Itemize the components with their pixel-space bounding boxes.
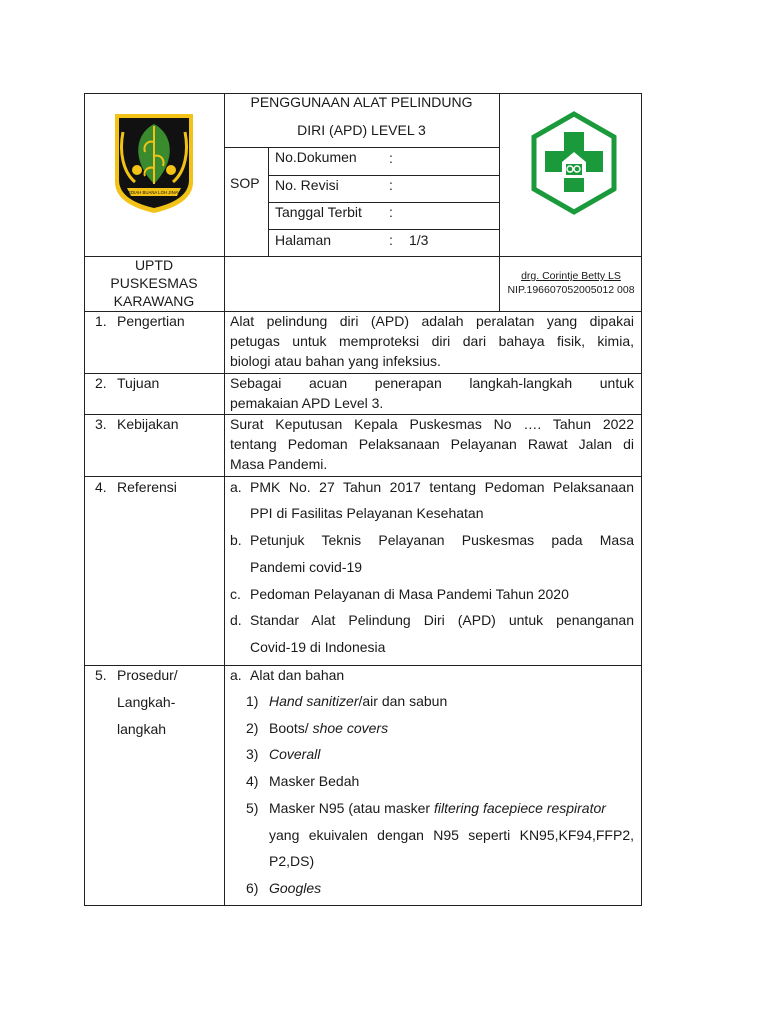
material-1-rest: /air dan sabun bbox=[358, 693, 448, 709]
material-2-plain: Boots/ bbox=[269, 720, 313, 736]
material-6-marker: 6) bbox=[246, 880, 259, 896]
reference-b-marker: b. bbox=[230, 532, 242, 548]
material-3-marker: 3) bbox=[246, 746, 259, 762]
material-4-marker: 4) bbox=[246, 773, 259, 789]
karawang-emblem bbox=[113, 112, 195, 215]
material-2-italic: shoe covers bbox=[312, 720, 389, 736]
material-2-marker: 2) bbox=[246, 720, 259, 736]
section-1-number: 1. bbox=[95, 313, 107, 329]
sop-column-line bbox=[268, 147, 269, 256]
section-1-line-2: petugas untuk memproteksi diri dari bahaya fisik, kimia, bbox=[230, 333, 634, 349]
section-5-label-line-2: Langkah- bbox=[117, 694, 176, 710]
reference-d-marker: d. bbox=[230, 612, 242, 628]
karawang-regency-emblem-icon bbox=[113, 112, 195, 215]
material-6 bbox=[269, 878, 321, 898]
material-1 bbox=[269, 691, 447, 711]
section-1-line-3: biologi atau bahan yang infeksius. bbox=[230, 353, 441, 369]
section-3-line-3: Masa Pandemi. bbox=[230, 456, 328, 472]
material-5-line-1 bbox=[269, 798, 606, 818]
reference-d-line-1: Standar Alat Pelindung Diri (APD) untuk penanganan bbox=[250, 612, 634, 628]
section-5-label-line-3: langkah bbox=[117, 721, 167, 737]
field-label-halaman: Halaman bbox=[275, 232, 332, 248]
document-title-line-1: PENGGUNAAN ALAT PELINDUNG bbox=[250, 94, 473, 110]
field-value-halaman: 1/3 bbox=[409, 232, 429, 248]
material-5-plain: Masker N95 (atau masker bbox=[269, 800, 434, 816]
emblem-motto: SEDIAH BUANA LOH JINAWI bbox=[125, 190, 183, 195]
puskesmas-logo-icon bbox=[528, 110, 620, 216]
reference-b-line-1: Petunjuk Teknis Pelayanan Puskesmas pada Masa bbox=[250, 532, 634, 548]
field-sep-2: : bbox=[389, 177, 393, 193]
document-title-line-2: DIRI (APD) LEVEL 3 bbox=[297, 122, 426, 138]
section-2-number: 2. bbox=[95, 375, 107, 391]
material-3-italic: Coverall bbox=[269, 746, 321, 762]
field-sep-3: : bbox=[389, 204, 393, 220]
section-5-label-line-1: Prosedur/ bbox=[117, 667, 178, 683]
procedure-a-marker: a. bbox=[230, 667, 242, 683]
procedure-a-title: Alat dan bahan bbox=[250, 667, 345, 683]
material-6-italic: Googles bbox=[269, 880, 322, 896]
section-1-line-1: Alat pelindung diri (APD) adalah peralatan yang dipakai bbox=[230, 313, 634, 329]
org-line-uptd: UPTD bbox=[134, 257, 174, 273]
reference-a-marker: a. bbox=[230, 479, 242, 495]
sop-label: SOP bbox=[230, 175, 260, 191]
section-2-line-1: Sebagai acuan penerapan langkah-langkah untuk bbox=[230, 375, 634, 391]
material-4: Masker Bedah bbox=[269, 773, 360, 789]
field-label-no-revisi: No. Revisi bbox=[275, 177, 339, 193]
section-3-number: 3. bbox=[95, 416, 107, 432]
field-label-no-dokumen: No.Dokumen bbox=[275, 149, 357, 165]
reference-c-line-1: Pedoman Pelayanan di Masa Pandemi Tahun 2020 bbox=[250, 586, 569, 602]
org-line-puskesmas: PUSKESMAS bbox=[110, 275, 198, 291]
material-1-marker: 1) bbox=[246, 693, 259, 709]
reference-a-line-2: PPI di Fasilitas Pelayanan Kesehatan bbox=[250, 505, 484, 521]
section-3-label: Kebijakan bbox=[117, 416, 179, 432]
org-line-karawang: KARAWANG bbox=[113, 293, 195, 309]
reference-b-line-2: Pandemi covid-19 bbox=[250, 559, 363, 575]
material-5-line-3: P2,DS) bbox=[269, 853, 315, 869]
reference-c-marker: c. bbox=[230, 586, 241, 602]
reference-d-line-2: Covid-19 di Indonesia bbox=[250, 639, 386, 655]
field-sep-1: : bbox=[389, 150, 393, 166]
section-1-label: Pengertian bbox=[117, 313, 185, 329]
reference-a-line-1: PMK No. 27 Tahun 2017 tentang Pedoman Pelaksanaan bbox=[250, 479, 634, 495]
title-bottom-line bbox=[224, 147, 499, 148]
section-2-line-2: pemakaian APD Level 3. bbox=[230, 395, 384, 411]
section-4-number: 4. bbox=[95, 479, 107, 495]
material-5-italic: filtering facepiece respirator bbox=[433, 800, 606, 816]
section-3-line-2: tentang Pedoman Pelaksanaan Pelayanan Rawat Jalan di bbox=[230, 436, 634, 452]
field-label-tanggal-terbit: Tanggal Terbit bbox=[275, 204, 362, 220]
section-4-label: Referensi bbox=[117, 479, 177, 495]
section-3-line-1: Surat Keputusan Kepala Puskesmas No …. Tahun 2022 bbox=[230, 416, 634, 432]
material-3 bbox=[269, 744, 320, 764]
section-5-number: 5. bbox=[95, 667, 107, 683]
material-5-line-2: yang ekuivalen dengan N95 seperti KN95,KF94,FFP2, bbox=[269, 827, 634, 843]
puskesmas-logo bbox=[528, 110, 620, 216]
material-1-italic: Hand sanitizer bbox=[269, 693, 359, 709]
field-sep-4: : bbox=[389, 232, 393, 248]
signer-name: drg. Corintje Betty LS bbox=[521, 270, 621, 282]
material-5-marker: 5) bbox=[246, 800, 259, 816]
signer-nip: NIP.196607052005012 008 bbox=[507, 284, 635, 296]
material-2 bbox=[269, 718, 388, 738]
label-column-line bbox=[224, 93, 225, 906]
section-2-label: Tujuan bbox=[117, 375, 160, 391]
